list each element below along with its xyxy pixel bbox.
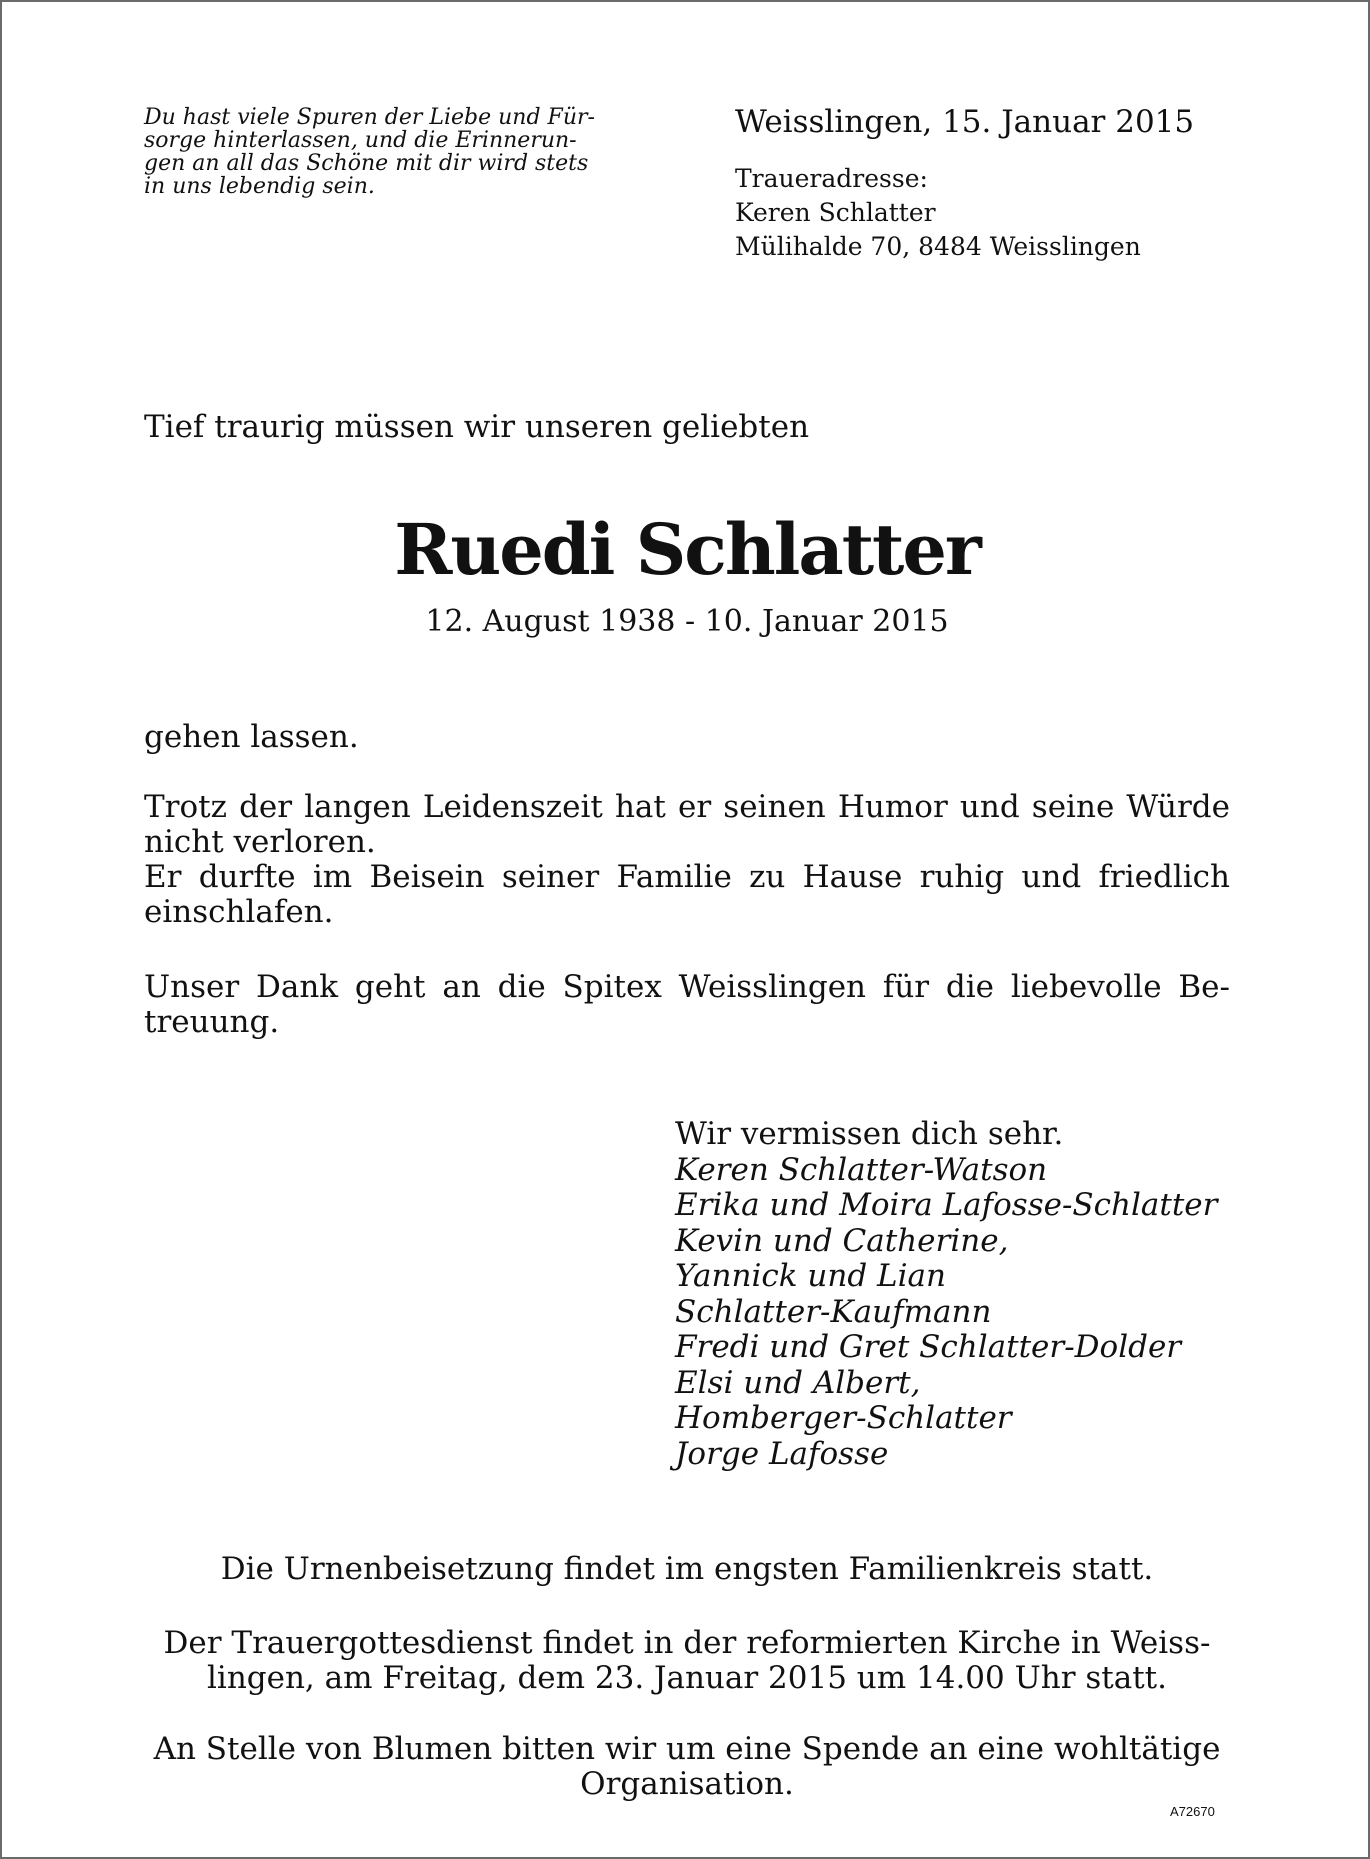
motto-line: sorge hinterlassen, und die Erinnerun-	[144, 128, 577, 153]
reference-code: A72670	[1170, 1804, 1215, 1819]
family-member: Keren Schlatter-Watson	[675, 1151, 1048, 1188]
notice-line: Der Trauergottesdienst findet in der reformierten Kirche in Weiss-	[163, 1625, 1211, 1661]
body-line: einschlafen.	[144, 894, 334, 930]
body-line: gehen lassen.	[144, 719, 359, 755]
body-line: treuung.	[144, 1004, 280, 1040]
family-signatures	[675, 1117, 1217, 1472]
body-line: Trotz der langen Leidenszeit hat er seinen Humor und seine Würde	[144, 789, 1230, 825]
body-line: Unser Dank geht an die Spitex Weisslingen für die liebevolle Be-	[144, 969, 1230, 1005]
family-member: Kevin und Catherine,	[675, 1222, 1009, 1259]
motto-line: Du hast viele Spuren der Liebe und Für-	[144, 105, 595, 130]
intro-line: Tief traurig müssen wir unseren geliebten	[144, 409, 810, 445]
motto-line: in uns lebendig sein.	[144, 174, 375, 199]
address-street: Mülihalde 70, 8484 Weisslingen	[735, 232, 1141, 261]
family-member: Jorge Lafosse	[675, 1435, 889, 1472]
family-member: Yannick und Lian	[675, 1258, 946, 1294]
motto-quote	[144, 106, 624, 198]
service-notice	[144, 1626, 1230, 1696]
address-label: Traueradresse:	[735, 164, 928, 193]
notice-line: Organisation.	[580, 1766, 794, 1802]
body-paragraph-2	[144, 790, 1230, 930]
family-heading: Wir vermissen dich sehr.	[675, 1116, 1064, 1152]
family-member: Erika und Moira Lafosse-Schlatter	[675, 1187, 1218, 1223]
deceased-name: Ruedi Schlatter	[394, 508, 980, 591]
flowers-notice	[144, 1732, 1230, 1802]
notice-line: An Stelle von Blumen bitten wir um eine Spende an eine wohltätige	[153, 1731, 1221, 1767]
family-member: Schlatter-Kaufmann	[675, 1293, 992, 1330]
body-paragraph-1	[144, 720, 1230, 755]
mourning-address	[735, 162, 1141, 264]
family-member: Fredi und Gret Schlatter-Dolder	[675, 1329, 1182, 1365]
body-line: Er durfte im Beisein seiner Familie zu Hause ruhig und friedlich	[144, 859, 1230, 895]
body-line: nicht verloren.	[144, 824, 376, 860]
motto-line: gen an all das Schöne mit dir wird stets	[144, 151, 589, 176]
urn-notice	[144, 1552, 1230, 1587]
place-date: Weisslingen, 15. Januar 2015	[735, 104, 1195, 140]
notice-line: Die Urnenbeisetzung findet im engsten Familienkreis statt.	[220, 1551, 1154, 1587]
family-member: Homberger-Schlatter	[675, 1400, 1012, 1436]
life-dates: 12. August 1938 - 10. Januar 2015	[425, 604, 949, 639]
family-member: Elsi und Albert,	[675, 1364, 921, 1401]
address-name: Keren Schlatter	[735, 198, 936, 227]
notice-line: lingen, am Freitag, dem 23. Januar 2015 um 14.00 Uhr statt.	[206, 1660, 1167, 1696]
body-paragraph-3	[144, 970, 1230, 1040]
